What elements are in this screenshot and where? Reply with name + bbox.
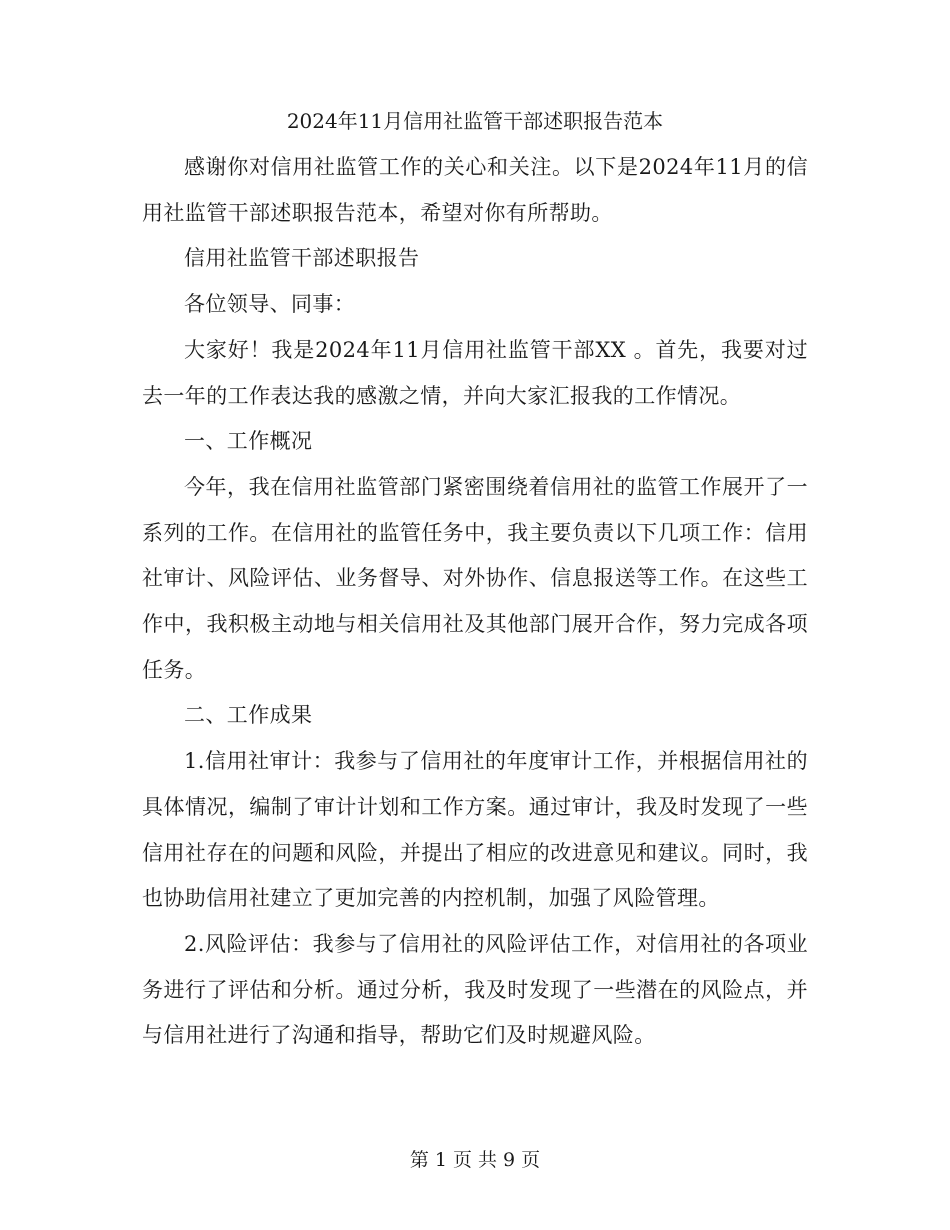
result-item-risk: 2.风险评估：我参与了信用社的风险评估工作，对信用社的各项业务进行了评估和分析。通过分析，我及时发现了一些潜在的风险点，并与信用社进行了沟通和指导，帮助它们及时规避风险。 [142,931,808,1048]
page-number-footer: 第 1 页 共 9 页 [409,1149,541,1171]
document-body [142,145,808,1059]
document-title: 2024年11月信用社监管干部述职报告范本 [286,109,664,133]
report-heading: 信用社监管干部述职报告 [184,246,420,271]
overview-paragraph: 今年，我在信用社监管部门紧密围绕着信用社的监管工作展开了一系列的工作。在信用社的监管任务中，我主要负责以下几项工作：信用社审计、风险评估、业务督导、对外协作、信息报送等工作。在这些工作中，我积极主动地与相关信用社及其他部门展开合作，努力完成各项任务。 [142,474,808,682]
result-item-audit: 1.信用社审计：我参与了信用社的年度审计工作，并根据信用社的具体情况，编制了审计计划和工作方案。通过审计，我及时发现了一些信用社存在的问题和风险，并提出了相应的改进意见和建议。同时，我也协助信用社建立了更加完善的内控机制，加强了风险管理。 [142,749,808,911]
salutation: 各位领导、同事： [184,292,356,317]
section-heading-results: 二、工作成果 [184,703,313,728]
opening-paragraph: 大家好！我是2024年11月信用社监管干部XX 。首先，我要对过去一年的工作表达我的感激之情，并向大家汇报我的工作情况。 [142,337,808,408]
section-heading-overview: 一、工作概况 [184,429,313,454]
intro-paragraph: 感谢你对信用社监管工作的关心和关注。以下是2024年11月的信用社监管干部述职报告范本，希望对你有所帮助。 [142,155,808,225]
